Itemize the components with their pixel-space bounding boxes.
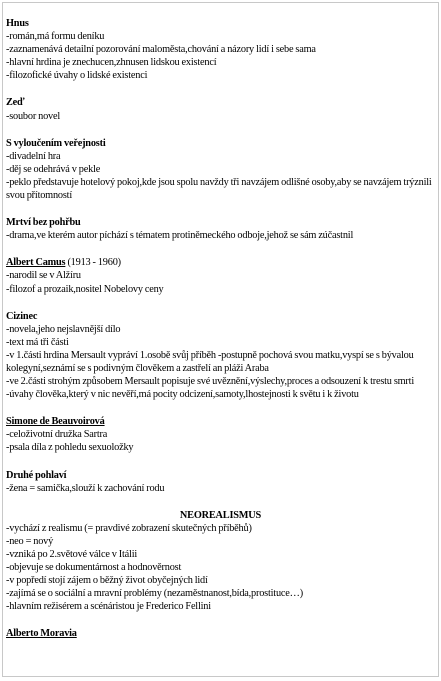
list-item: -zajímá se o sociální a mravní problémy (nezaměstnanost,bída,prostituce…) xyxy=(6,588,303,600)
list-item: -filozofické úvahy o lidské existenci xyxy=(6,70,148,82)
author-name: Albert Camus xyxy=(6,257,66,269)
list-item: -hlavní hrdina je znechucen,zhnusen lidskou existencí xyxy=(6,57,217,69)
list-item: -zaznamenává detailní pozorování maloměsta,chování a názory lidí i sebe sama xyxy=(6,44,316,56)
heading-mrtvi: Mrtví bez pohřbu xyxy=(6,217,81,229)
heading-druhe: Druhé pohlaví xyxy=(6,469,67,481)
list-item: -narodil se v Alžíru xyxy=(6,270,81,282)
heading-neorealismus: NEOREALISMUS xyxy=(179,509,262,521)
section-cizinec xyxy=(6,310,435,402)
document-page xyxy=(2,2,439,677)
list-item: -filozof a prozaik,nositel Nobelovy ceny xyxy=(6,283,164,295)
list-item: -román,má formu deníku xyxy=(6,31,105,43)
section-neo xyxy=(6,509,435,614)
list-item: -vychází z realismu (= pravdivé zobrazení skutečných příběhů) xyxy=(6,522,252,534)
author-heading-beauvoir: Simone de Beauvoirová xyxy=(6,416,105,428)
heading-vylouceni: S vyloučením veřejnosti xyxy=(6,137,106,149)
list-item: -děj se odehrává v pekle xyxy=(6,163,101,175)
section-moravia xyxy=(6,627,435,640)
author-heading-moravia: Alberto Moravia xyxy=(6,628,77,640)
list-item: -divadelní hra xyxy=(6,150,61,162)
section-beauvoir xyxy=(6,415,435,454)
author-dates: (1913 - 1960) xyxy=(65,257,121,269)
list-item: -novela,jeho nejslavnější dílo xyxy=(6,323,121,335)
list-item: -žena = samička,slouží k zachování rodu xyxy=(6,482,165,494)
list-item: -objevuje se dokumentárnost a hodnověrnost xyxy=(6,562,182,574)
section-druhe xyxy=(6,469,435,495)
list-item: -ve 2.části strohým způsobem Mersault popisuje své uvěznění,výslechy,proces a odsouzení k trestu smrti xyxy=(6,376,414,388)
author-heading-camus xyxy=(6,256,435,269)
section-vylouceni xyxy=(6,137,435,202)
list-item: -drama,ve kterém autor píchází s tématem protiněmeckého odboje,jehož se sám zúčastnil xyxy=(6,230,354,242)
section-camus xyxy=(6,256,435,295)
section-mrtvi xyxy=(6,216,435,242)
list-item: -text má tři části xyxy=(6,336,69,348)
heading-zed: Zeď xyxy=(6,97,25,109)
list-item: -v popředí stojí zájem o běžný život obyčejných lidí xyxy=(6,575,208,587)
heading-hnus: Hnus xyxy=(6,18,29,29)
section-zed xyxy=(6,96,435,122)
list-item: -psala díla z pohledu sexuoložky xyxy=(6,442,134,454)
heading-cizinec: Cizinec xyxy=(6,310,38,322)
list-item: -neo = nový xyxy=(6,535,54,547)
list-item: -peklo představuje hotelový pokoj,kde jsou spolu navždy tři navzájem odlišné osoby,aby se navzájem trýznili svou přítomností xyxy=(6,176,432,202)
list-item: -v 1.části hrdina Mersault vypráví 1.osobě svůj příběh -postupně pochová svou matku,vyspí se s bývalou kolegyní,seznámí se s podivným člověkem a zastřelí an pláži Araba xyxy=(6,349,414,374)
list-item: -celoživotní družka Sartra xyxy=(6,429,108,441)
list-item: -úvahy člověka,který v nic nevěří,má pocity odcizení,samoty,lhostejnosti k světu i k životu xyxy=(6,389,359,401)
list-item: -soubor novel xyxy=(6,110,61,122)
list-item: -vzniká po 2.světové válce v Itálii xyxy=(6,549,138,560)
section-hnus xyxy=(6,17,435,82)
list-item: -hlavním režisérem a scénáristou je Frederico Fellini xyxy=(6,601,211,613)
